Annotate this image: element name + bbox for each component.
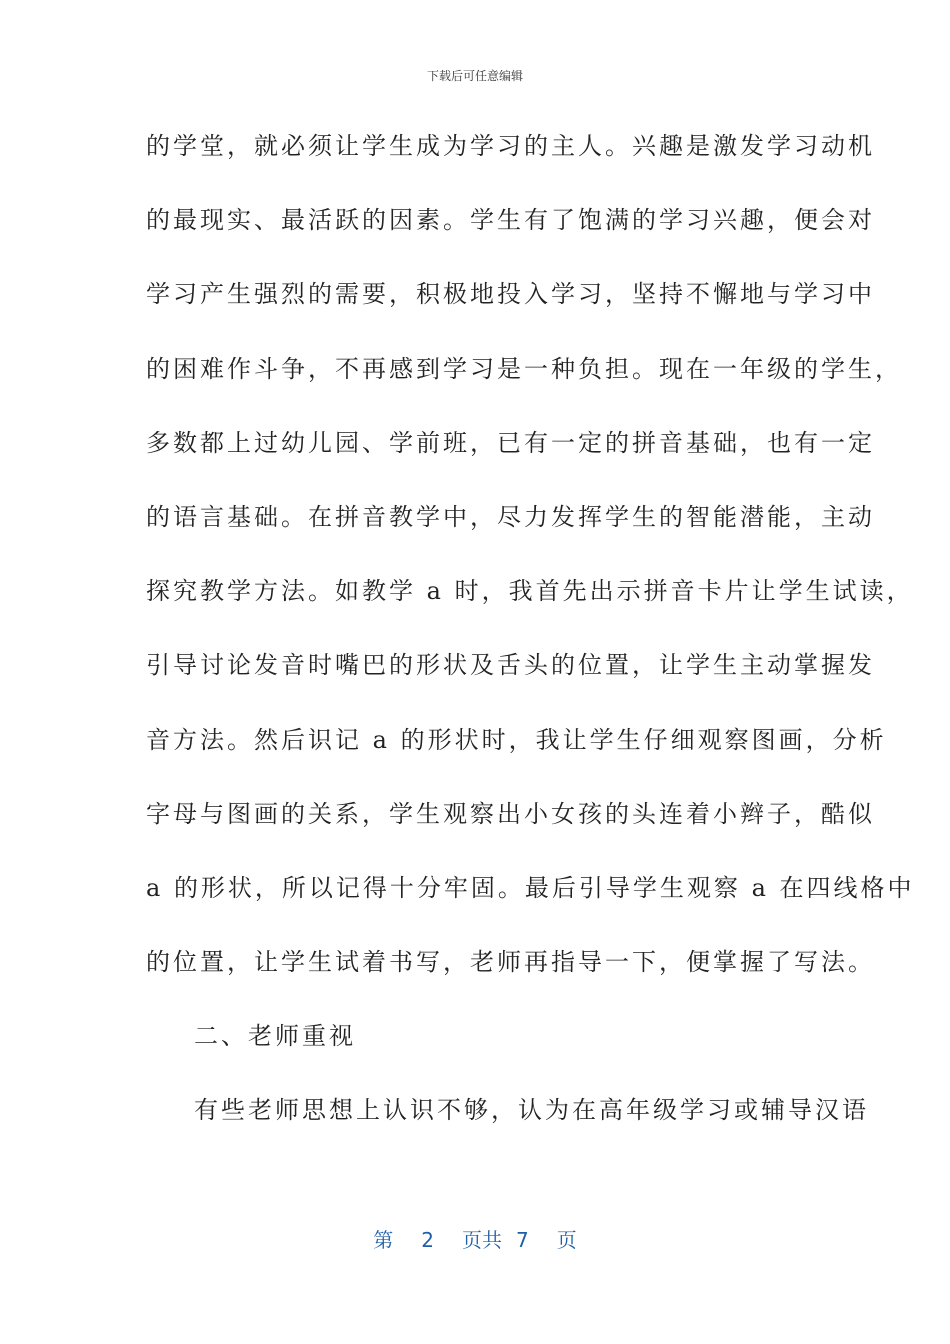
text-line: 学习产生强烈的需要，积极地投入学习，坚持不懈地与学习中: [146, 280, 875, 309]
text-line: 引导讨论发音时嘴巴的形状及舌头的位置，让学生主动掌握发: [146, 651, 875, 680]
footer-suffix: 页: [556, 1228, 577, 1252]
document-body: [146, 126, 915, 1165]
text-line: a 的形状，所以记得十分牢固。最后引导学生观察 a 在四线格中: [146, 873, 915, 902]
text-line: 的困难作斗争，不再感到学习是一种负担。现在一年级的学生，: [146, 354, 902, 383]
current-page-number: 2: [421, 1228, 434, 1252]
total-pages-number: 7: [516, 1228, 529, 1252]
footer-middle: 页共: [462, 1228, 502, 1252]
text-line: 的位置，让学生试着书写，老师再指导一下，便掌握了写法。: [146, 948, 875, 977]
text-line: 字母与图画的关系，学生观察出小女孩的头连着小辫子，酷似: [146, 799, 875, 828]
footer-prefix: 第: [373, 1228, 394, 1252]
text-line: 探究教学方法。如教学 a 时，我首先出示拼音卡片让学生试读，: [146, 577, 914, 606]
text-line: 多数都上过幼儿园、学前班，已有一定的拼音基础，也有一定: [146, 428, 875, 457]
text-line: 的语言基础。在拼音教学中，尽力发挥学生的智能潜能，主动: [146, 502, 875, 531]
section-heading: 二、老师重视: [194, 1022, 356, 1051]
paragraph-start: 有些老师思想上认识不够，认为在高年级学习或辅导汉语: [194, 1096, 869, 1125]
page-header: 下载后可任意编辑: [426, 69, 523, 83]
text-line: 的学堂，就必须让学生成为学习的主人。兴趣是激发学习动机: [146, 132, 875, 160]
text-line: 音方法。然后识记 a 的形状时，我让学生仔细观察图画，分析: [146, 725, 887, 754]
text-line: 的最现实、最活跃的因素。学生有了饱满的学习兴趣，便会对: [146, 206, 875, 235]
page-footer: [0, 1224, 950, 1253]
